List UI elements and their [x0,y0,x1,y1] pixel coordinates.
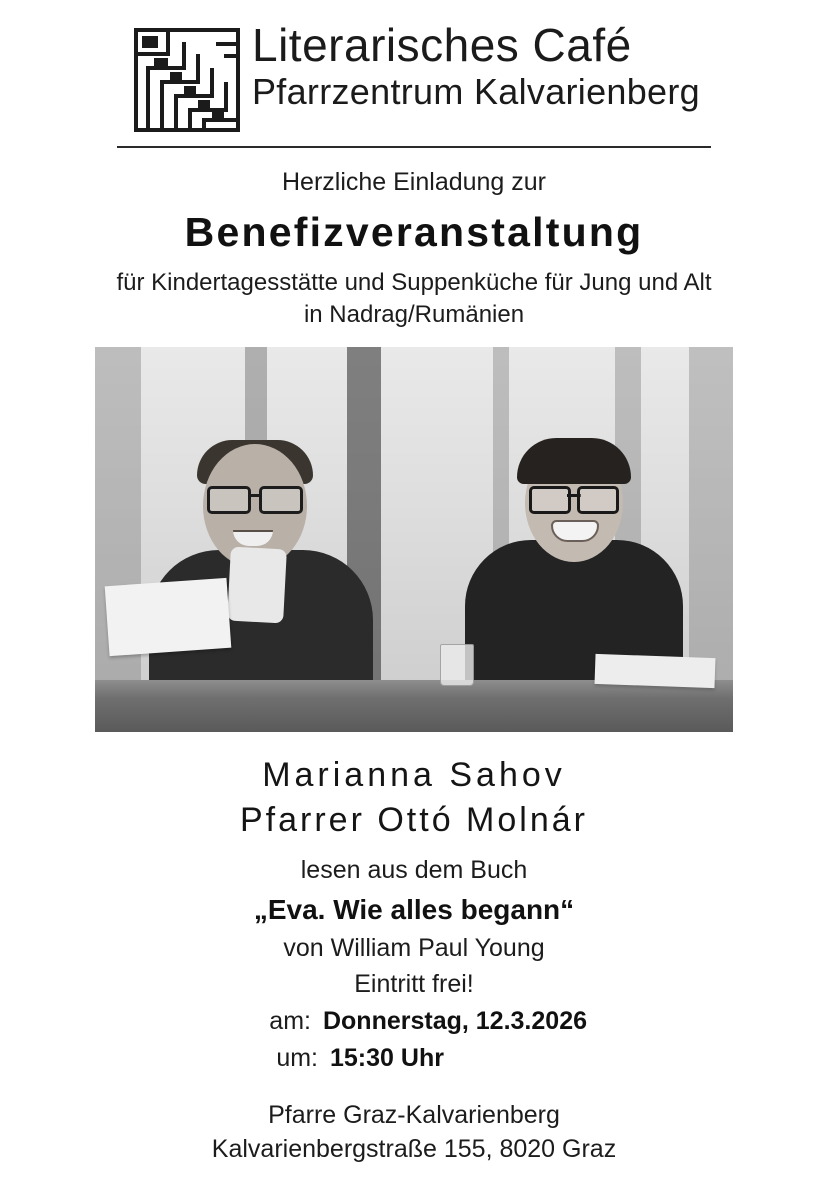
person-right-hair-top [517,438,631,484]
invitation-lead: Herzliche Einladung zur [281,168,547,196]
book-title: „Eva. Wie alles begann“ [253,894,575,925]
event-title: Benefizveranstaltung [184,209,644,255]
event-details [0,856,828,1073]
photo-paper-left [105,578,232,656]
event-photo [95,347,733,732]
entry-fee: Eintritt frei! [354,970,474,998]
photo-backdrop-panel [95,347,141,732]
logo-subtitle: Pfarrzentrum Kalvarienberg [252,71,700,112]
presenter-names [0,756,828,840]
presenter-name-1: Marianna Sahov [262,756,566,794]
logo-text [252,19,700,112]
person-right-glasses [529,486,619,508]
photo-person-right [459,430,689,680]
photo-background [95,347,733,732]
book-author: von William Paul Young [283,934,545,962]
logo [94,19,734,136]
reading-intro: lesen aus dem Buch [300,856,528,884]
event-purpose-line-2: in Nadrag/Rumänien [303,301,525,328]
date-value: Donnerstag, 12.3.2026 [322,1007,587,1035]
date-label: am: [269,1007,311,1035]
event-date-row [0,1007,828,1036]
logo-title: Literarisches Café [252,19,632,71]
person-left-glasses [207,486,303,508]
photo-paper-right [595,654,716,688]
time-label: um: [276,1044,318,1072]
photo-water-glass [440,644,474,686]
presenter-name-2: Pfarrer Ottó Molnár [240,801,588,839]
poster-header [0,0,828,148]
venue-name: Pfarre Graz-Kalvarienberg [268,1101,560,1129]
time-value: 15:30 Uhr [330,1044,444,1072]
event-time-row [0,1044,828,1073]
header-divider [117,146,711,148]
photo-table [95,680,733,732]
venue-block [0,1101,828,1164]
event-purpose-line-1: für Kindertagesstätte und Suppenküche für Jung und Alt [116,269,712,296]
invitation-block [0,168,828,329]
greek-key-maze-logo-icon [128,24,246,136]
venue-address: Kalvarienbergstraße 155, 8020 Graz [211,1135,617,1163]
person-left-collar [227,547,287,624]
person-right-smile [551,520,599,542]
